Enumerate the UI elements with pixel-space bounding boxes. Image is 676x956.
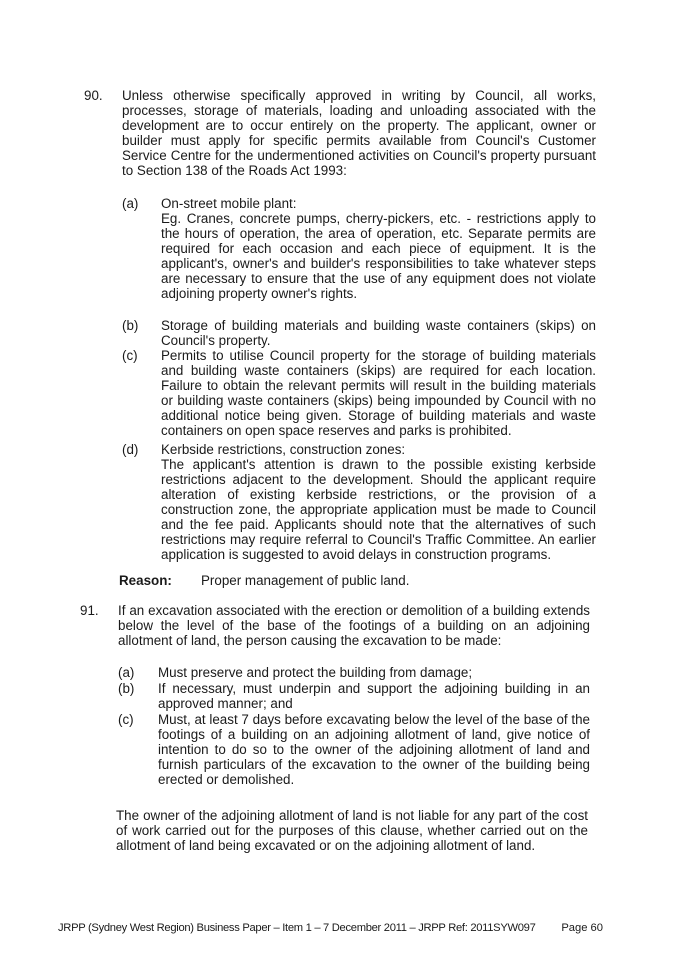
item-text: Eg. Cranes, concrete pumps, cherry-pickers, etc. - restrictions apply to the hours of operation, the area of operation, etc. Separate permits are required for each occasion and each piece of equipment. It is the applicant's, owner's and builder's responsibilities to take whatever steps are necessary to ensure that the use of any equipment does not violate adjoining property owner's rights. <box>161 211 596 301</box>
clause-number: 91. <box>80 603 99 618</box>
item-label: (c) <box>118 712 134 727</box>
clause-90 <box>0 88 676 178</box>
clause-90-list <box>122 196 596 580</box>
item-text: If necessary, must underpin and support the adjoining building in an approved manner; and <box>158 681 590 711</box>
item-label: (b) <box>122 318 139 333</box>
list-item <box>122 318 596 348</box>
page-number: Page 60 <box>561 922 603 934</box>
item-text: Storage of building materials and building waste containers (skips) on Council's property. <box>161 318 596 348</box>
closing-paragraph: The owner of the adjoining allotment of land is not liable for any part of the cost of work carried out for the purposes of this clause, whether carried out on the allotment of land being excavated or on the adjoining allotment of land. <box>116 808 588 853</box>
clause-91 <box>0 603 676 648</box>
item-heading: On-street mobile plant: <box>161 196 297 211</box>
item-label: (b) <box>118 681 135 696</box>
list-item <box>122 196 596 318</box>
clause-91-list <box>118 665 590 790</box>
item-text: The applicant's attention is drawn to the possible existing kerbside restrictions adjacent to the development. Should the applicant require alteration of existing kerbside restrictions, or the provision of a construction zone, the appropriate application must be made to Council and the fee paid. Applicants should note that the alternatives of such restrictions may require referral to Council's Traffic Committee. An earlier application is suggested to avoid delays in construction programs. <box>161 457 596 562</box>
item-label: (c) <box>122 348 138 363</box>
list-item <box>118 712 590 790</box>
list-item <box>118 681 590 712</box>
list-item <box>122 442 596 580</box>
clause-number: 90. <box>84 88 103 103</box>
list-item <box>122 348 596 442</box>
item-heading: Kerbside restrictions, construction zones: <box>161 442 406 457</box>
item-label: (a) <box>118 665 135 680</box>
reason-text: Proper management of public land. <box>201 573 410 588</box>
item-label: (a) <box>122 196 139 211</box>
item-label: (d) <box>122 442 139 457</box>
list-item <box>118 665 590 681</box>
reason-label: Reason: <box>119 573 172 588</box>
clause-intro: Unless otherwise specifically approved in writing by Council, all works, processes, storage of materials, loading and unloading associated with the development are to occur entirely on the property. The applicant, owner or builder must apply for specific permits available from Council's Customer Service Centre for the undermentioned activities on Council's property pursuant to Section 138 of the Roads Act 1993: <box>122 88 596 178</box>
item-text: Permits to utilise Council property for the storage of building materials and building waste containers (skips) are required for each location. Failure to obtain the relevant permits will result in the building materials or building waste containers (skips) being impounded by Council with no additional notice being given. Storage of building materials and waste containers on open space reserves and parks is prohibited. <box>161 348 596 438</box>
clause-intro: If an excavation associated with the erection or demolition of a building extends below the level of the base of the footings of a building on an adjoining allotment of land, the person causing the excavation to be made: <box>118 603 590 648</box>
item-text: Must, at least 7 days before excavating below the level of the base of the footings of a building on an adjoining allotment of land, give notice of intention to do so to the owner of the adjoining allotment of land and furnish particulars of the excavation to the owner of the building being erected or demolished. <box>158 712 590 787</box>
item-text: Must preserve and protect the building from damage; <box>158 665 473 680</box>
reason-line <box>119 573 409 588</box>
footer-reference: JRPP (Sydney West Region) Business Paper – Item 1 – 7 December 2011 – JRPP Ref: 2011SYW097 <box>58 922 536 934</box>
